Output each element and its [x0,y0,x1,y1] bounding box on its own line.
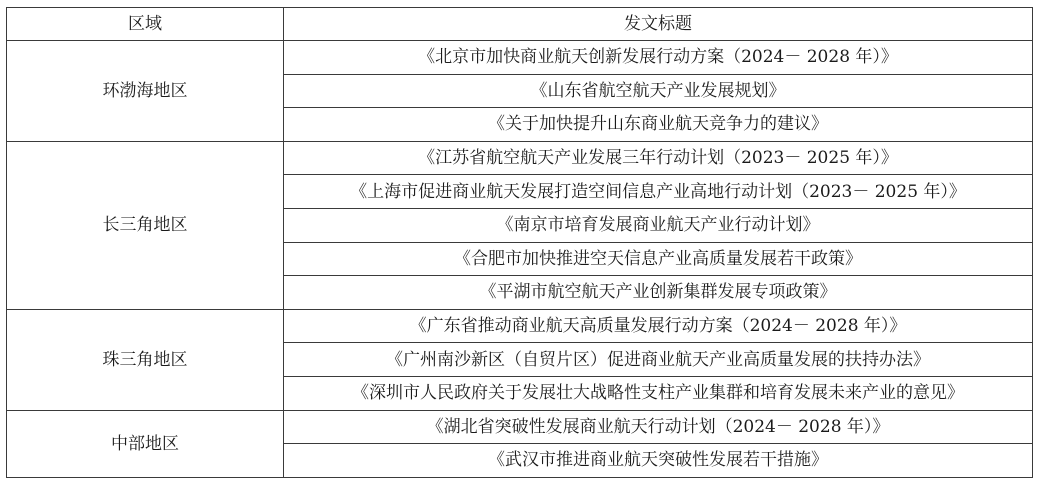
policy-title-cell: 《山东省航空航天产业发展规划》 [284,74,1033,108]
policy-title-cell: 《深圳市人民政府关于发展壮大战略性支柱产业集群和培育发展未来产业的意见》 [284,376,1033,410]
policy-title-cell: 《关于加快提升山东商业航天竞争力的建议》 [284,108,1033,142]
title-column-header: 发文标题 [284,8,1033,41]
policy-title-cell: 《江苏省航空航天产业发展三年行动计划（2023－ 2025 年）》 [284,141,1033,175]
policy-title-cell: 《湖北省突破性发展商业航天行动计划（2024－ 2028 年）》 [284,410,1033,444]
policy-title-cell: 《武汉市推进商业航天突破性发展若干措施》 [284,444,1033,478]
policy-table [6,7,1033,478]
policy-title-cell: 《广东省推动商业航天高质量发展行动方案（2024－ 2028 年）》 [284,309,1033,343]
policy-title-cell: 《上海市促进商业航天发展打造空间信息产业高地行动计划（2023－ 2025 年）》 [284,175,1033,209]
table-row [7,141,1033,175]
table-row [7,309,1033,343]
region-cell: 中部地区 [7,410,284,477]
header-row [7,8,1033,41]
policy-title-cell: 《南京市培育发展商业航天产业行动计划》 [284,208,1033,242]
table-row [7,41,1033,75]
table-row [7,410,1033,444]
region-cell: 环渤海地区 [7,41,284,142]
region-column-header: 区域 [7,8,284,41]
policy-title-cell: 《北京市加快商业航天创新发展行动方案（2024－ 2028 年）》 [284,41,1033,75]
region-cell: 珠三角地区 [7,309,284,410]
policy-title-cell: 《广州南沙新区（自贸片区）促进商业航天产业高质量发展的扶持办法》 [284,343,1033,377]
policy-title-cell: 《合肥市加快推进空天信息产业高质量发展若干政策》 [284,242,1033,276]
region-cell: 长三角地区 [7,141,284,309]
policy-title-cell: 《平湖市航空航天产业创新集群发展专项政策》 [284,276,1033,310]
